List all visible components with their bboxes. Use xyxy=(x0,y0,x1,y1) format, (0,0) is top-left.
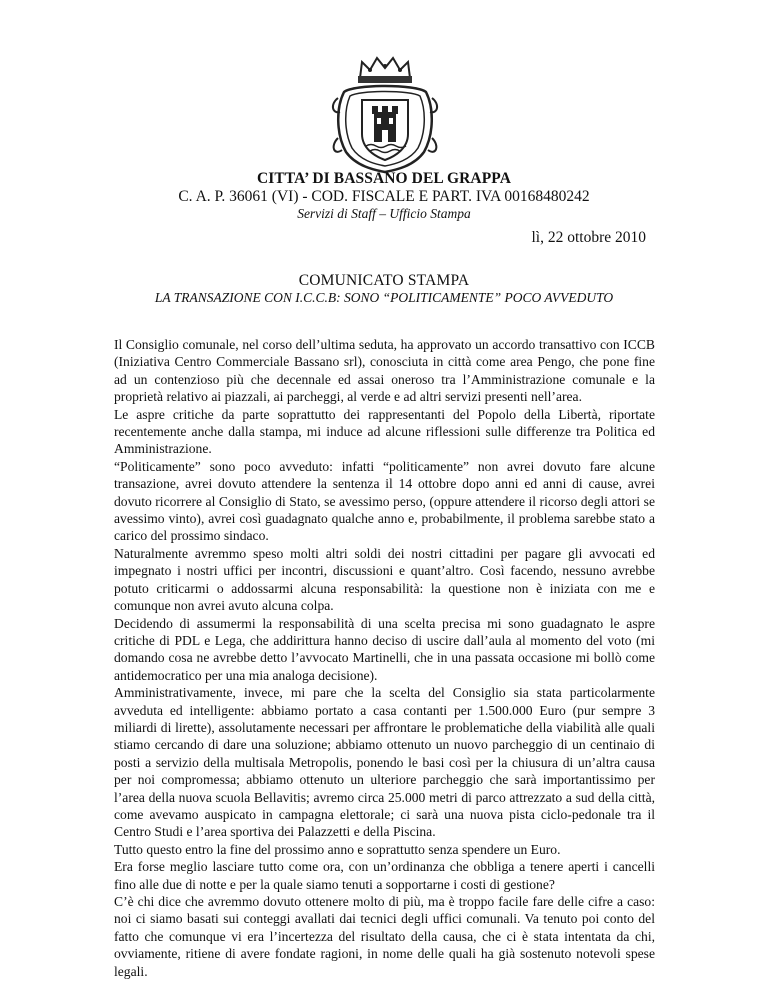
document-date: lì, 22 ottobre 2010 xyxy=(531,229,646,246)
paragraph: Era forse meglio lasciare tutto come ora, con un’ordinanza che obbliga a tenere aperti i cancelli fino alle due di notte e per la quale siamo tenuti a sopportarne i costi di gestione? xyxy=(114,859,655,892)
address-fiscal-code: C. A. P. 36061 (VI) - COD. FISCALE E PART. IVA 00168480242 xyxy=(178,188,590,205)
city-coat-of-arms-icon xyxy=(330,48,440,176)
release-label: COMUNICATO STAMPA xyxy=(298,272,470,289)
paragraph: “Politicamente” sono poco avveduto: infatti “politicamente” non avrei dovuto fare alcune transazione, avrei dovuto attendere la sentenza il 14 ottobre dopo anni ed anni di cause, avrei dovuto ricorrere al Consiglio di Stato, se avessimo perso, (oppure attendere il ricorso degli attori se avessimo vinto), avrei così guadagnato qualche anno e, probabilmente, il problema sarebbe stato a carico del prossimo sindaco. xyxy=(114,458,655,544)
paragraph: C’è chi dice che avremmo dovuto ottenere molto di più, ma è troppo facile fare delle cifre a caso: noi ci siamo basati sui conteggi avallati dai tecnici degli uffici comunali. Va tenuto poi conto del fatto che comunque vi era l’incertezza del risultato della causa, che ci è stata intentata da chi, ovviamente, ritiene di avere fondate ragioni, in nome delle quali ha già sostenuto notevoli spese legali. xyxy=(114,894,655,979)
office-name: Servizi di Staff – Ufficio Stampa xyxy=(297,206,471,221)
paragraph: Amministrativamente, invece, mi pare che la scelta del Consiglio sia stata particolarmente avveduta ed intelligente: abbiamo portato a casa contanti per 1.500.000 Euro (pur sempre 3 miliardi di lirette), assolutamente necessari per affrontare le problematiche della viabilità alle quali stiamo cercando di dare una soluzione; abbiamo ottenuto un nuovo parcheggio di un centinaio di posti a servizio della multisala Metropolis, ponendo le basi così per la chiusura di un’altra causa per noi compromessa; abbiamo ottenuto un ulteriore parcheggio che sarà importantissimo per l’area della nuova scuola Bellavitis; avremo circa 25.000 metri di parco attrezzato a sud della città, come avevamo auspicato in campagna elettorale; ci sarà una nuova pista ciclo-pedonale tra il Centro Studi e l’area sportiva dei Palazzetti e della Piscina. xyxy=(114,685,655,840)
city-name: CITTA’ DI BASSANO DEL GRAPPA xyxy=(257,170,511,187)
paragraph: Naturalmente avremmo speso molti altri soldi dei nostri cittadini per pagare gli avvocati ed impegnato i nostri uffici per incontri, discussioni e quant’altro. Così facendo, nessuno avrebbe potuto criticarmi o addossarmi alcuna responsabilità: la questione non è iniziata con me e comunque non avrei avuto alcuna colpa. xyxy=(114,545,655,614)
paragraph: Tutto questo entro la fine del prossimo anno e soprattutto senza spendere un Euro. xyxy=(114,841,561,857)
body-text xyxy=(114,336,655,980)
paragraph: Il Consiglio comunale, nel corso dell’ultima seduta, ha approvato un accordo transattivo con ICCB (Iniziativa Centro Commerciale Bassano srl), conosciuta in città come area Pengo, che pone fine ad un contenzioso più che decennale ed assai oneroso tra l’Amministrazione comunale e la proprietà relativo ai piazzali, ai parcheggi, al verde e ad altri servizi presenti nell’area. xyxy=(114,337,655,405)
paragraph: Le aspre critiche da parte soprattutto dei rappresentanti del Popolo della Libertà, riportate recentemente anche dalla stampa, mi induce ad alcune riflessioni sulle differenze tra Politica ed Amministrazione. xyxy=(114,406,655,457)
release-title: LA TRANSAZIONE CON I.C.C.B: SONO “POLITICAMENTE” POCO AVVEDUTO xyxy=(154,290,614,305)
paragraph: Decidendo di assumermi la responsabilità di una scelta precisa mi sono guadagnato le aspre critiche di PDL e Lega, che addirittura hanno deciso di uscire dall’aula al momento del voto (mi domando cosa ne avrebbe detto l’avvocato Martinelli, che in una passata occasione mi bollò come antidemocratico per una mia analoga decisione). xyxy=(114,615,655,683)
